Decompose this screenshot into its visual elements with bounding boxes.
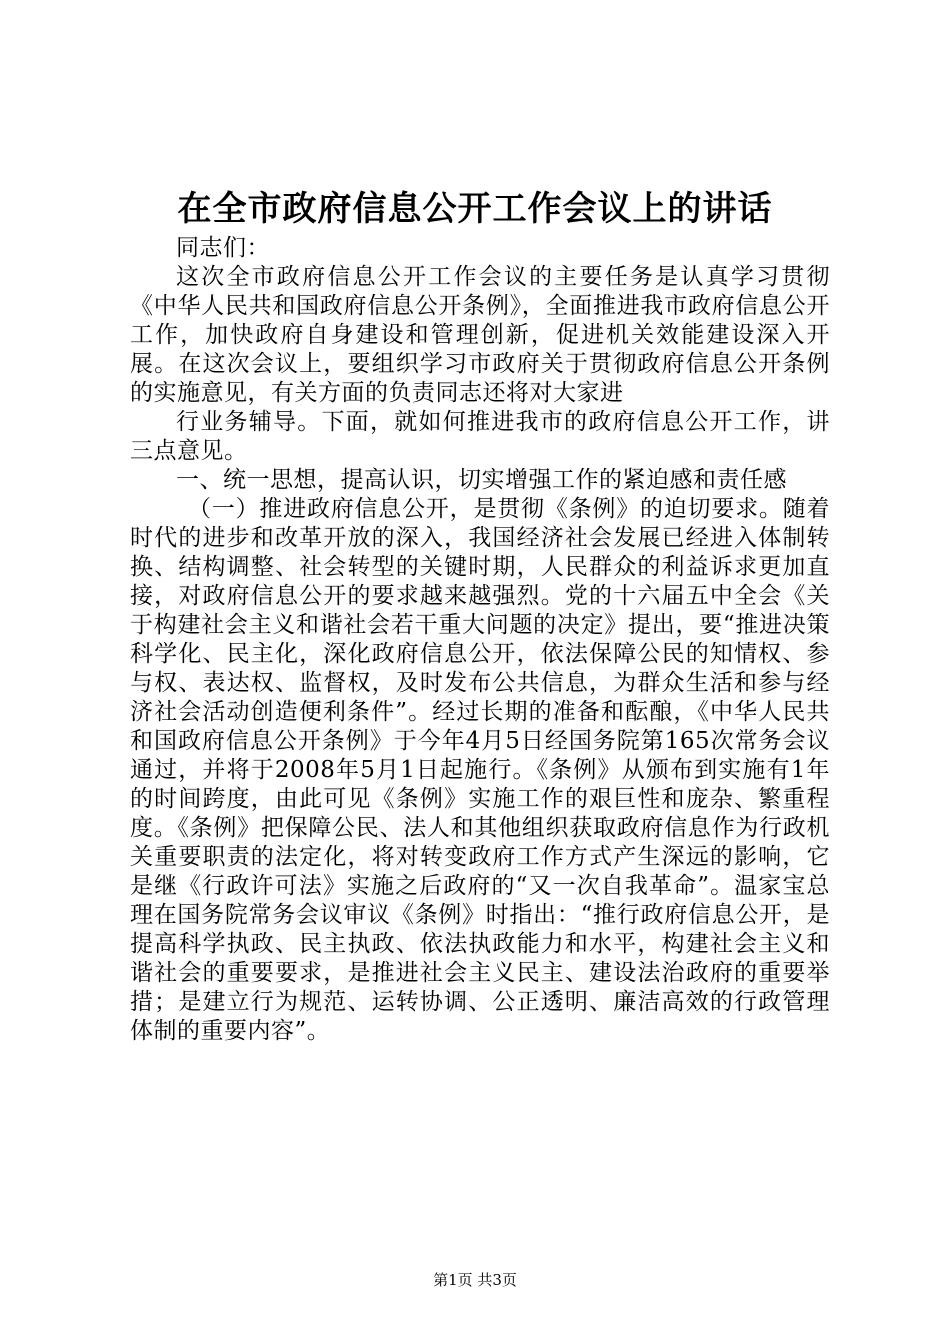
- document-body: [130, 234, 830, 1046]
- paragraph-intro: 这次全市政府信息公开工作会议的主要任务是认真学习贯彻《中华人民共和国政府信息公开条例》，全面推进我市政府信息公开工作，加快政府自身建设和管理创新，促进机关效能建设深入开展。在这次会议上，要组织学习市政府关于贯彻政府信息公开条例的实施意见，有关方面的负责同志还将对大家进: [130, 264, 830, 406]
- salutation: 同志们：: [176, 235, 270, 261]
- section-heading-1: 一、统一思想，提高认识，切实增强工作的紧迫感和责任感: [176, 467, 787, 493]
- paragraph-continuation: 行业务辅导。下面，就如何推进我市的政府信息公开工作，讲三点意见。: [130, 409, 830, 464]
- document-title: 在全市政府信息公开工作会议上的讲话: [177, 189, 773, 229]
- paragraph-section-1-1: （一）推进政府信息公开，是贯彻《条例》的迫切要求。随着时代的进步和改革开放的深入，我国经济社会发展已经进入体制转换、结构调整、社会转型的关键时期，人民群众的利益诉求更加直接，对政府信息公开的要求越来越强烈。党的十六届五中全会《关于构建社会主义和谐社会若干重大问题的决定》提出，要“推进决策科学化、民主化，深化政府信息公开，依法保障公民的知情权、参与权、表达权、监督权，及时发布公共信息，为群众生活和参与经济社会活动创造便利条件”。经过长期的准备和酝酿，《中华人民共和国政府信息公开条例》于今年4月5日经国务院第165次常务会议通过，并将于2008年5月1日起施行。《条例》从颁布到实施有1年的时间跨度，由此可见《条例》实施工作的艰巨性和庞杂、繁重程度。《条例》把保障公民、法人和其他组织获取政府信息作为行政机关重要职责的法定化，将对转变政府工作方式产生深远的影响，它是继《行政许可法》实施之后政府的“又一次自我革命”。温家宝总理在国务院常务会议审议《条例》时指出：“推行政府信息公开，是提高科学执政、民主执政、依法执政能力和水平，构建社会主义和谐社会的重要要求，是推进社会主义民主、建设法治政府的重要举措；是建立行为规范、运转协调、公正透明、廉洁高效的行政管理体制的重要内容”。: [130, 496, 830, 1044]
- page-number-footer: 第1页 共3页: [433, 1271, 517, 1289]
